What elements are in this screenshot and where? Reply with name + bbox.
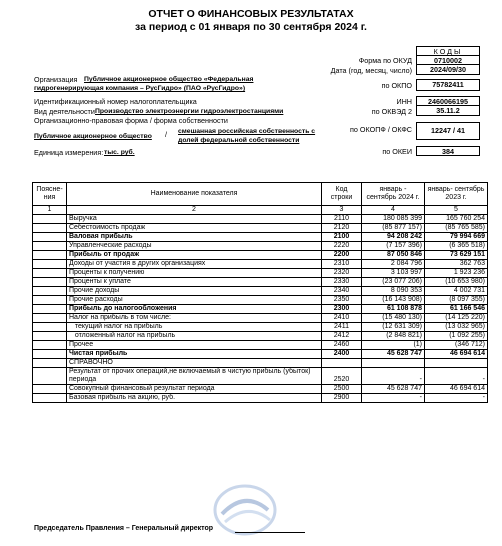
- inn-code: 2460066195: [416, 96, 480, 106]
- table-index-row: [33, 206, 488, 215]
- inn-label: Идентификационный номер налогоплательщика: [34, 97, 197, 106]
- row-value-2023-cell: 61 166 546: [425, 305, 488, 314]
- row-code-cell: 2220: [322, 242, 362, 251]
- notes-cell: [33, 260, 67, 269]
- index-cell: 2: [67, 206, 322, 215]
- col-2024-header: январь - сентябрь 2024 г.: [362, 183, 425, 206]
- legal-form-value: Публичное акционерное общество: [34, 133, 152, 140]
- row-code-cell: [322, 359, 362, 368]
- row-value-2024-cell: (85 877 157): [362, 224, 425, 233]
- row-value-2023-cell: 73 629 151: [425, 251, 488, 260]
- row-code-cell: 2460: [322, 341, 362, 350]
- unit-label: Единица измерения:: [34, 148, 104, 157]
- okved-code: 35.11.2: [416, 106, 480, 116]
- index-cell: 1: [33, 206, 67, 215]
- notes-cell: [33, 251, 67, 260]
- row-name-cell: СПРАВОЧНО: [67, 359, 322, 368]
- row-value-2024-cell: (1): [362, 341, 425, 350]
- activity-value: Производство электроэнергии гидроэлектростанциями: [95, 108, 284, 115]
- inn-code-label: ИНН: [396, 97, 412, 106]
- row-value-2023-cell: 46 694 614: [425, 385, 488, 394]
- row-value-2023-cell: 79 994 669: [425, 233, 488, 242]
- financial-results-table: [32, 182, 488, 403]
- row-code-cell: 2350: [322, 296, 362, 305]
- form-separator: /: [165, 130, 167, 139]
- notes-cell: [33, 305, 67, 314]
- row-value-2023-cell: (13 032 965): [425, 323, 488, 332]
- row-name-cell: текущий налог на прибыль: [67, 323, 322, 332]
- notes-cell: [33, 359, 67, 368]
- row-value-2024-cell: (2 848 821): [362, 332, 425, 341]
- table-row: [33, 314, 488, 323]
- okpo-label: по ОКПО: [381, 81, 412, 90]
- unit-value: тыс. руб.: [104, 149, 135, 156]
- table-row: [33, 215, 488, 224]
- row-name-cell: Управленческие расходы: [67, 242, 322, 251]
- table-row: [33, 359, 488, 368]
- notes-cell: [33, 332, 67, 341]
- date-label: Дата (год, месяц, число): [330, 66, 412, 75]
- okei-code: 384: [416, 146, 480, 156]
- table-row: [33, 341, 488, 350]
- notes-cell: [33, 242, 67, 251]
- table-row: [33, 394, 488, 403]
- notes-cell: [33, 323, 67, 332]
- row-code-cell: 2411: [322, 323, 362, 332]
- report-period: за период с 01 января по 30 сентября 2024 г.: [135, 21, 367, 33]
- notes-cell: [33, 394, 67, 403]
- row-code-cell: 2110: [322, 215, 362, 224]
- table-row: [33, 242, 488, 251]
- row-value-2024-cell: (16 143 908): [362, 296, 425, 305]
- row-code-cell: 2412: [322, 332, 362, 341]
- table-row: [33, 332, 488, 341]
- row-value-2024-cell: 180 085 399: [362, 215, 425, 224]
- row-value-2023-cell: -: [425, 368, 488, 385]
- row-value-2024-cell: (7 157 396): [362, 242, 425, 251]
- row-name-cell: Себестоимость продаж: [67, 224, 322, 233]
- row-name-cell: Прочие доходы: [67, 287, 322, 296]
- row-value-2024-cell: (15 480 130): [362, 314, 425, 323]
- row-value-2023-cell: (1 092 255): [425, 332, 488, 341]
- okud-code: 0710002: [416, 55, 480, 65]
- row-value-2023-cell: 1 923 236: [425, 269, 488, 278]
- notes-cell: [33, 296, 67, 305]
- table-row: [33, 287, 488, 296]
- table-row: [33, 278, 488, 287]
- row-name-cell: Прочие расходы: [67, 296, 322, 305]
- stamp-logo-icon: [210, 480, 280, 540]
- report-title-block: [0, 8, 502, 34]
- col-2023-header: январь- сентябрь 2023 г.: [425, 183, 488, 206]
- notes-cell: [33, 269, 67, 278]
- notes-cell: [33, 224, 67, 233]
- table-body: [33, 215, 488, 403]
- table-header-row: [33, 183, 488, 206]
- row-value-2024-cell: 61 108 878: [362, 305, 425, 314]
- row-name-cell: Прочее: [67, 341, 322, 350]
- notes-cell: [33, 341, 67, 350]
- report-title: ОТЧЕТ О ФИНАНСОВЫХ РЕЗУЛЬТАТАХ: [148, 8, 354, 20]
- table-row: [33, 350, 488, 359]
- row-code-cell: 2330: [322, 278, 362, 287]
- signature-line: [235, 532, 305, 533]
- notes-cell: [33, 278, 67, 287]
- codes-header: КОДЫ: [416, 46, 480, 55]
- row-name-cell: Проценты к получению: [67, 269, 322, 278]
- table-row: [33, 224, 488, 233]
- row-code-cell: 2520: [322, 368, 362, 385]
- table-row: [33, 233, 488, 242]
- org-label: Организация: [34, 75, 78, 84]
- notes-cell: [33, 287, 67, 296]
- col-name-header: Наименование показателя: [67, 183, 322, 206]
- signature-label: Председатель Правления – Генеральный директор: [34, 525, 214, 532]
- row-name-cell: отложенный налог на прибыль: [67, 332, 322, 341]
- table-row: [33, 269, 488, 278]
- row-name-cell: Выручка: [67, 215, 322, 224]
- row-name-cell: Валовая прибыль: [67, 233, 322, 242]
- row-value-2024-cell: -: [362, 368, 425, 385]
- row-code-cell: 2500: [322, 385, 362, 394]
- okved-label: по ОКВЭД 2: [371, 107, 412, 116]
- row-value-2023-cell: 362 763: [425, 260, 488, 269]
- index-cell: 4: [362, 206, 425, 215]
- row-value-2023-cell: (346 712): [425, 341, 488, 350]
- notes-cell: [33, 215, 67, 224]
- row-value-2023-cell: (6 365 518): [425, 242, 488, 251]
- row-value-2024-cell: (12 631 309): [362, 323, 425, 332]
- row-code-cell: 2410: [322, 314, 362, 323]
- row-code-cell: 2400: [322, 350, 362, 359]
- notes-cell: [33, 350, 67, 359]
- row-code-cell: 2320: [322, 269, 362, 278]
- row-code-cell: 2200: [322, 251, 362, 260]
- col-notes-header: Поясне-ния: [33, 183, 67, 206]
- notes-cell: [33, 385, 67, 394]
- table-row: [33, 260, 488, 269]
- activity-label: Вид деятельности: [34, 107, 95, 116]
- row-value-2023-cell: [425, 359, 488, 368]
- row-code-cell: 2100: [322, 233, 362, 242]
- notes-cell: [33, 368, 67, 385]
- row-name-cell: Базовая прибыль на акцию, руб.: [67, 394, 322, 403]
- table-row: [33, 251, 488, 260]
- row-name-cell: Совокупный финансовый результат периода: [67, 385, 322, 394]
- row-name-cell: Доходы от участия в других организациях: [67, 260, 322, 269]
- row-name-cell: Налог на прибыль в том числе:: [67, 314, 322, 323]
- org-name-line2: гидрогенерирующая компания – РусГидро» (ПАО «РусГидро»): [34, 85, 246, 92]
- row-value-2024-cell: [362, 359, 425, 368]
- row-value-2023-cell: (14 125 220): [425, 314, 488, 323]
- notes-cell: [33, 314, 67, 323]
- row-value-2023-cell: (85 765 585): [425, 224, 488, 233]
- table-row: [33, 368, 488, 385]
- row-value-2023-cell: (10 653 980): [425, 278, 488, 287]
- okpo-code: 75782411: [416, 79, 480, 91]
- notes-cell: [33, 233, 67, 242]
- row-value-2024-cell: (23 077 206): [362, 278, 425, 287]
- row-name-cell: Результат от прочих операций,не включаемый в чистую прибыль (убыток) периода: [67, 368, 322, 385]
- ownership-line1: смешанная российская собственность с: [178, 128, 316, 135]
- report-date-code: 2024/09/30: [416, 65, 480, 75]
- index-cell: 3: [322, 206, 362, 215]
- row-name-cell: Прибыль от продаж: [67, 251, 322, 260]
- row-value-2024-cell: 2 084 796: [362, 260, 425, 269]
- row-value-2023-cell: 4 002 731: [425, 287, 488, 296]
- row-code-cell: 2300: [322, 305, 362, 314]
- row-code-cell: 2340: [322, 287, 362, 296]
- row-value-2023-cell: -: [425, 394, 488, 403]
- row-code-cell: 2310: [322, 260, 362, 269]
- row-name-cell: Прибыль до налогообложения: [67, 305, 322, 314]
- okei-label: по ОКЕИ: [382, 147, 412, 156]
- legal-form-label: Организационно-правовая форма / форма собственности: [34, 116, 228, 125]
- row-name-cell: Проценты к уплате: [67, 278, 322, 287]
- table-row: [33, 323, 488, 332]
- row-value-2024-cell: 3 103 997: [362, 269, 425, 278]
- row-value-2024-cell: 94 208 242: [362, 233, 425, 242]
- row-value-2023-cell: (8 097 355): [425, 296, 488, 305]
- row-value-2024-cell: 45 628 747: [362, 350, 425, 359]
- row-value-2023-cell: 165 760 254: [425, 215, 488, 224]
- table-row: [33, 385, 488, 394]
- row-name-cell: Чистая прибыль: [67, 350, 322, 359]
- ownership-line2: долей федеральной собственности: [178, 137, 300, 144]
- okopf-okfs-code: 12247 / 41: [416, 122, 480, 140]
- row-code-cell: 2120: [322, 224, 362, 233]
- row-value-2024-cell: -: [362, 394, 425, 403]
- okud-label: Форма по ОКУД: [358, 56, 412, 65]
- row-value-2024-cell: 87 050 846: [362, 251, 425, 260]
- index-cell: 5: [425, 206, 488, 215]
- table-row: [33, 296, 488, 305]
- row-code-cell: 2900: [322, 394, 362, 403]
- org-name-line1: Публичное акционерное общество «Федеральная: [84, 76, 254, 83]
- row-value-2024-cell: 45 628 747: [362, 385, 425, 394]
- row-value-2024-cell: 8 090 353: [362, 287, 425, 296]
- okopf-label: по ОКОПФ / ОКФС: [350, 125, 412, 134]
- row-value-2023-cell: 46 694 614: [425, 350, 488, 359]
- col-code-header: Код строки: [322, 183, 362, 206]
- table-row: [33, 305, 488, 314]
